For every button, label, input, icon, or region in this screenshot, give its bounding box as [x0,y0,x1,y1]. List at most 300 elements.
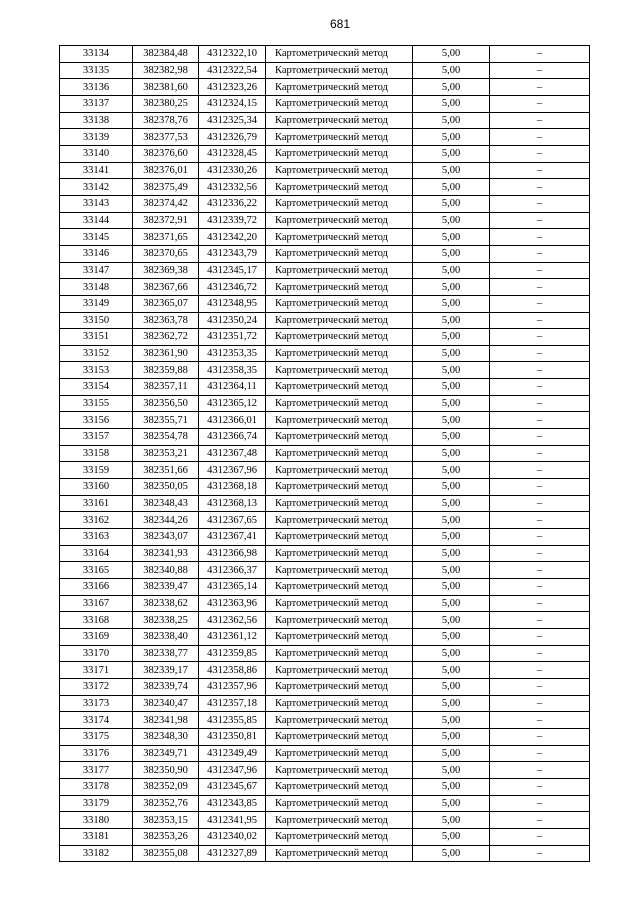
dash-cell: – [490,728,590,745]
y-coordinate-cell: 4312366,74 [199,429,266,446]
dash-cell: – [490,845,590,862]
point-number-cell: 33139 [60,129,133,146]
table-row [60,312,590,329]
x-coordinate-cell: 382357,11 [133,379,199,396]
point-number-cell: 33153 [60,362,133,379]
dash-cell: – [490,312,590,329]
point-number-cell: 33157 [60,429,133,446]
x-coordinate-cell: 382380,25 [133,95,199,112]
x-coordinate-cell: 382370,65 [133,245,199,262]
x-coordinate-cell: 382377,53 [133,129,199,146]
table-row [60,129,590,146]
dash-cell: – [490,795,590,812]
table-row [60,112,590,129]
table-row [60,329,590,346]
x-coordinate-cell: 382339,74 [133,678,199,695]
dash-cell: – [490,295,590,312]
method-cell: Картометрический метод [266,828,413,845]
y-coordinate-cell: 4312368,18 [199,479,266,496]
dash-cell: – [490,745,590,762]
precision-cell: 5,00 [413,95,490,112]
precision-cell: 5,00 [413,479,490,496]
dash-cell: – [490,562,590,579]
table-row [60,62,590,79]
point-number-cell: 33138 [60,112,133,129]
method-cell: Картометрический метод [266,695,413,712]
x-coordinate-cell: 382338,25 [133,612,199,629]
method-cell: Картометрический метод [266,179,413,196]
point-number-cell: 33156 [60,412,133,429]
precision-cell: 5,00 [413,512,490,529]
dash-cell: – [490,245,590,262]
y-coordinate-cell: 4312330,26 [199,162,266,179]
precision-cell: 5,00 [413,529,490,546]
y-coordinate-cell: 4312366,37 [199,562,266,579]
y-coordinate-cell: 4312328,45 [199,145,266,162]
table-row [60,645,590,662]
y-coordinate-cell: 4312342,20 [199,229,266,246]
x-coordinate-cell: 382344,26 [133,512,199,529]
x-coordinate-cell: 382356,50 [133,395,199,412]
x-coordinate-cell: 382367,66 [133,279,199,296]
method-cell: Картометрический метод [266,229,413,246]
x-coordinate-cell: 382369,38 [133,262,199,279]
x-coordinate-cell: 382338,62 [133,595,199,612]
precision-cell: 5,00 [413,495,490,512]
coordinates-table-body [60,46,590,862]
precision-cell: 5,00 [413,595,490,612]
dash-cell: – [490,279,590,296]
precision-cell: 5,00 [413,195,490,212]
table-row [60,295,590,312]
x-coordinate-cell: 382338,40 [133,628,199,645]
precision-cell: 5,00 [413,612,490,629]
x-coordinate-cell: 382362,72 [133,329,199,346]
point-number-cell: 33175 [60,728,133,745]
dash-cell: – [490,412,590,429]
method-cell: Картометрический метод [266,678,413,695]
precision-cell: 5,00 [413,579,490,596]
precision-cell: 5,00 [413,212,490,229]
precision-cell: 5,00 [413,312,490,329]
table-row [60,46,590,63]
y-coordinate-cell: 4312357,18 [199,695,266,712]
x-coordinate-cell: 382348,30 [133,728,199,745]
method-cell: Картометрический метод [266,312,413,329]
y-coordinate-cell: 4312367,41 [199,529,266,546]
page-number: 681 [329,17,351,31]
table-row [60,695,590,712]
point-number-cell: 33173 [60,695,133,712]
method-cell: Картометрический метод [266,662,413,679]
method-cell: Картометрический метод [266,212,413,229]
y-coordinate-cell: 4312355,85 [199,712,266,729]
point-number-cell: 33172 [60,678,133,695]
point-number-cell: 33160 [60,479,133,496]
precision-cell: 5,00 [413,245,490,262]
precision-cell: 5,00 [413,562,490,579]
x-coordinate-cell: 382353,26 [133,828,199,845]
table-row [60,395,590,412]
x-coordinate-cell: 382376,60 [133,145,199,162]
method-cell: Картометрический метод [266,795,413,812]
point-number-cell: 33165 [60,562,133,579]
dash-cell: – [490,495,590,512]
point-number-cell: 33136 [60,79,133,96]
table-row [60,479,590,496]
point-number-cell: 33166 [60,579,133,596]
x-coordinate-cell: 382355,71 [133,412,199,429]
dash-cell: – [490,195,590,212]
point-number-cell: 33162 [60,512,133,529]
table-row [60,195,590,212]
precision-cell: 5,00 [413,179,490,196]
point-number-cell: 33146 [60,245,133,262]
x-coordinate-cell: 382341,93 [133,545,199,562]
method-cell: Картометрический метод [266,462,413,479]
precision-cell: 5,00 [413,462,490,479]
point-number-cell: 33155 [60,395,133,412]
precision-cell: 5,00 [413,678,490,695]
precision-cell: 5,00 [413,295,490,312]
method-cell: Картометрический метод [266,79,413,96]
point-number-cell: 33140 [60,145,133,162]
table-row [60,595,590,612]
table-row [60,579,590,596]
table-row [60,745,590,762]
y-coordinate-cell: 4312358,86 [199,662,266,679]
dash-cell: – [490,828,590,845]
x-coordinate-cell: 382348,43 [133,495,199,512]
x-coordinate-cell: 382350,90 [133,762,199,779]
dash-cell: – [490,695,590,712]
point-number-cell: 33167 [60,595,133,612]
table-row [60,778,590,795]
method-cell: Картометрический метод [266,112,413,129]
y-coordinate-cell: 4312336,22 [199,195,266,212]
table-row [60,762,590,779]
precision-cell: 5,00 [413,628,490,645]
y-coordinate-cell: 4312326,79 [199,129,266,146]
x-coordinate-cell: 382378,76 [133,112,199,129]
x-coordinate-cell: 382382,98 [133,62,199,79]
y-coordinate-cell: 4312367,48 [199,445,266,462]
method-cell: Картометрический метод [266,429,413,446]
y-coordinate-cell: 4312358,35 [199,362,266,379]
y-coordinate-cell: 4312353,35 [199,345,266,362]
x-coordinate-cell: 382361,90 [133,345,199,362]
dash-cell: – [490,778,590,795]
dash-cell: – [490,79,590,96]
method-cell: Картометрический метод [266,612,413,629]
dash-cell: – [490,762,590,779]
table-row [60,812,590,829]
method-cell: Картометрический метод [266,595,413,612]
point-number-cell: 33152 [60,345,133,362]
table-row [60,345,590,362]
precision-cell: 5,00 [413,828,490,845]
method-cell: Картометрический метод [266,245,413,262]
method-cell: Картометрический метод [266,845,413,862]
y-coordinate-cell: 4312366,01 [199,412,266,429]
point-number-cell: 33134 [60,46,133,63]
dash-cell: – [490,445,590,462]
table-row [60,429,590,446]
method-cell: Картометрический метод [266,545,413,562]
y-coordinate-cell: 4312324,15 [199,95,266,112]
method-cell: Картометрический метод [266,395,413,412]
table-row [60,379,590,396]
dash-cell: – [490,545,590,562]
method-cell: Картометрический метод [266,412,413,429]
dash-cell: – [490,229,590,246]
y-coordinate-cell: 4312349,49 [199,745,266,762]
dash-cell: – [490,112,590,129]
y-coordinate-cell: 4312361,12 [199,628,266,645]
table-row [60,95,590,112]
table-row [60,545,590,562]
x-coordinate-cell: 382339,17 [133,662,199,679]
dash-cell: – [490,179,590,196]
dash-cell: – [490,479,590,496]
method-cell: Картометрический метод [266,645,413,662]
point-number-cell: 33178 [60,778,133,795]
y-coordinate-cell: 4312357,96 [199,678,266,695]
y-coordinate-cell: 4312322,54 [199,62,266,79]
x-coordinate-cell: 382352,09 [133,778,199,795]
point-number-cell: 33164 [60,545,133,562]
y-coordinate-cell: 4312348,95 [199,295,266,312]
x-coordinate-cell: 382349,71 [133,745,199,762]
precision-cell: 5,00 [413,279,490,296]
point-number-cell: 33169 [60,628,133,645]
x-coordinate-cell: 382351,66 [133,462,199,479]
x-coordinate-cell: 382340,47 [133,695,199,712]
point-number-cell: 33170 [60,645,133,662]
dash-cell: – [490,628,590,645]
x-coordinate-cell: 382365,07 [133,295,199,312]
table-row [60,412,590,429]
point-number-cell: 33145 [60,229,133,246]
dash-cell: – [490,529,590,546]
point-number-cell: 33143 [60,195,133,212]
table-row [60,145,590,162]
x-coordinate-cell: 382353,21 [133,445,199,462]
precision-cell: 5,00 [413,695,490,712]
x-coordinate-cell: 382376,01 [133,162,199,179]
dash-cell: – [490,395,590,412]
y-coordinate-cell: 4312368,13 [199,495,266,512]
table-row [60,512,590,529]
precision-cell: 5,00 [413,762,490,779]
point-number-cell: 33158 [60,445,133,462]
point-number-cell: 33161 [60,495,133,512]
precision-cell: 5,00 [413,229,490,246]
precision-cell: 5,00 [413,745,490,762]
dash-cell: – [490,362,590,379]
y-coordinate-cell: 4312339,72 [199,212,266,229]
x-coordinate-cell: 382381,60 [133,79,199,96]
precision-cell: 5,00 [413,545,490,562]
table-row [60,562,590,579]
table-row [60,279,590,296]
precision-cell: 5,00 [413,79,490,96]
method-cell: Картометрический метод [266,345,413,362]
precision-cell: 5,00 [413,129,490,146]
precision-cell: 5,00 [413,728,490,745]
dash-cell: – [490,712,590,729]
y-coordinate-cell: 4312341,95 [199,812,266,829]
y-coordinate-cell: 4312340,02 [199,828,266,845]
x-coordinate-cell: 382372,91 [133,212,199,229]
x-coordinate-cell: 382339,47 [133,579,199,596]
point-number-cell: 33148 [60,279,133,296]
y-coordinate-cell: 4312332,56 [199,179,266,196]
point-number-cell: 33181 [60,828,133,845]
point-number-cell: 33151 [60,329,133,346]
y-coordinate-cell: 4312359,85 [199,645,266,662]
dash-cell: – [490,595,590,612]
y-coordinate-cell: 4312323,26 [199,79,266,96]
dash-cell: – [490,46,590,63]
method-cell: Картометрический метод [266,95,413,112]
y-coordinate-cell: 4312350,24 [199,312,266,329]
method-cell: Картометрический метод [266,628,413,645]
point-number-cell: 33171 [60,662,133,679]
y-coordinate-cell: 4312365,14 [199,579,266,596]
point-number-cell: 33137 [60,95,133,112]
point-number-cell: 33142 [60,179,133,196]
precision-cell: 5,00 [413,379,490,396]
table-row [60,728,590,745]
precision-cell: 5,00 [413,812,490,829]
coordinates-table [59,45,590,862]
method-cell: Картометрический метод [266,46,413,63]
y-coordinate-cell: 4312345,17 [199,262,266,279]
dash-cell: – [490,95,590,112]
method-cell: Картометрический метод [266,728,413,745]
table-row [60,612,590,629]
table-row [60,79,590,96]
x-coordinate-cell: 382375,49 [133,179,199,196]
x-coordinate-cell: 382363,78 [133,312,199,329]
y-coordinate-cell: 4312365,12 [199,395,266,412]
table-row [60,678,590,695]
table-row [60,212,590,229]
dash-cell: – [490,262,590,279]
method-cell: Картометрический метод [266,329,413,346]
method-cell: Картометрический метод [266,129,413,146]
dash-cell: – [490,379,590,396]
precision-cell: 5,00 [413,62,490,79]
method-cell: Картометрический метод [266,145,413,162]
dash-cell: – [490,812,590,829]
x-coordinate-cell: 382354,78 [133,429,199,446]
precision-cell: 5,00 [413,145,490,162]
method-cell: Картометрический метод [266,495,413,512]
point-number-cell: 33168 [60,612,133,629]
y-coordinate-cell: 4312364,11 [199,379,266,396]
point-number-cell: 33179 [60,795,133,812]
point-number-cell: 33144 [60,212,133,229]
dash-cell: – [490,579,590,596]
dash-cell: – [490,645,590,662]
x-coordinate-cell: 382352,76 [133,795,199,812]
dash-cell: – [490,612,590,629]
table-row [60,445,590,462]
y-coordinate-cell: 4312343,85 [199,795,266,812]
y-coordinate-cell: 4312325,34 [199,112,266,129]
y-coordinate-cell: 4312367,65 [199,512,266,529]
y-coordinate-cell: 4312363,96 [199,595,266,612]
y-coordinate-cell: 4312345,67 [199,778,266,795]
point-number-cell: 33149 [60,295,133,312]
table-row [60,245,590,262]
y-coordinate-cell: 4312367,96 [199,462,266,479]
method-cell: Картометрический метод [266,162,413,179]
table-row [60,162,590,179]
precision-cell: 5,00 [413,345,490,362]
method-cell: Картометрический метод [266,579,413,596]
x-coordinate-cell: 382340,88 [133,562,199,579]
y-coordinate-cell: 4312346,72 [199,279,266,296]
table-row [60,362,590,379]
x-coordinate-cell: 382353,15 [133,812,199,829]
method-cell: Картометрический метод [266,195,413,212]
dash-cell: – [490,512,590,529]
precision-cell: 5,00 [413,262,490,279]
table-row [60,179,590,196]
dash-cell: – [490,212,590,229]
table-row [60,529,590,546]
method-cell: Картометрический метод [266,812,413,829]
table-row [60,795,590,812]
point-number-cell: 33159 [60,462,133,479]
method-cell: Картометрический метод [266,745,413,762]
dash-cell: – [490,662,590,679]
method-cell: Картометрический метод [266,295,413,312]
precision-cell: 5,00 [413,395,490,412]
precision-cell: 5,00 [413,362,490,379]
table-row [60,495,590,512]
point-number-cell: 33141 [60,162,133,179]
method-cell: Картометрический метод [266,262,413,279]
x-coordinate-cell: 382359,88 [133,362,199,379]
y-coordinate-cell: 4312322,10 [199,46,266,63]
table-row [60,712,590,729]
method-cell: Картометрический метод [266,712,413,729]
y-coordinate-cell: 4312366,98 [199,545,266,562]
table-row [60,845,590,862]
precision-cell: 5,00 [413,429,490,446]
method-cell: Картометрический метод [266,529,413,546]
dash-cell: – [490,162,590,179]
y-coordinate-cell: 4312343,79 [199,245,266,262]
point-number-cell: 33163 [60,529,133,546]
x-coordinate-cell: 382341,98 [133,712,199,729]
dash-cell: – [490,429,590,446]
precision-cell: 5,00 [413,445,490,462]
x-coordinate-cell: 382343,07 [133,529,199,546]
precision-cell: 5,00 [413,845,490,862]
precision-cell: 5,00 [413,162,490,179]
x-coordinate-cell: 382374,42 [133,195,199,212]
table-row [60,462,590,479]
precision-cell: 5,00 [413,778,490,795]
dash-cell: – [490,462,590,479]
x-coordinate-cell: 382371,65 [133,229,199,246]
precision-cell: 5,00 [413,329,490,346]
